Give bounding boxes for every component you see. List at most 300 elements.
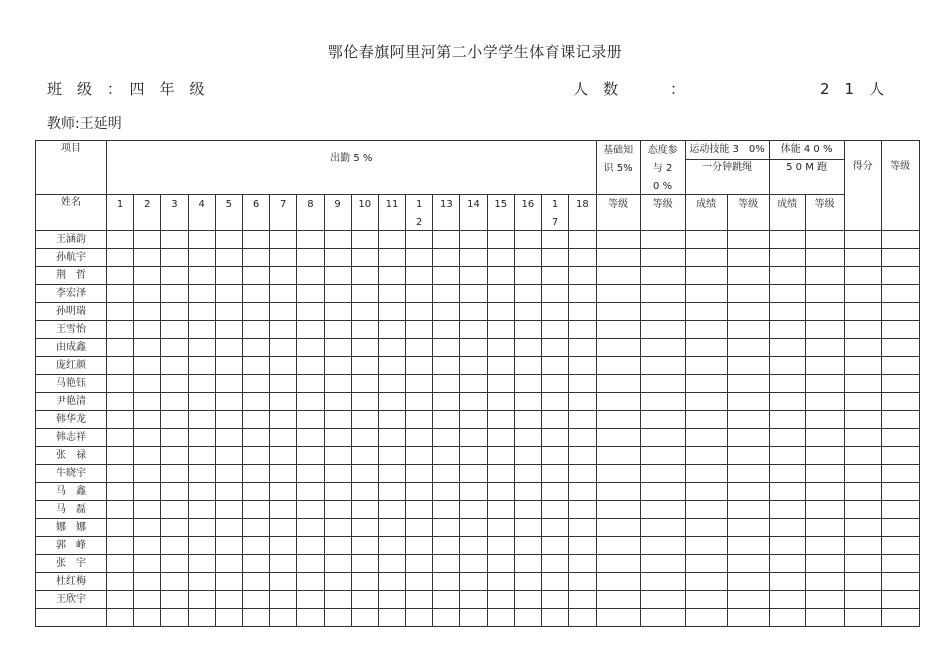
record-cell[interactable] <box>844 609 881 627</box>
record-cell[interactable] <box>215 447 242 465</box>
record-cell[interactable] <box>161 483 188 501</box>
record-cell[interactable] <box>297 573 324 591</box>
record-cell[interactable] <box>406 555 433 573</box>
record-cell[interactable] <box>844 267 881 285</box>
record-cell[interactable] <box>844 375 881 393</box>
record-cell[interactable] <box>487 483 514 501</box>
record-cell[interactable] <box>596 249 640 267</box>
record-cell[interactable] <box>188 591 215 609</box>
record-cell[interactable] <box>569 357 596 375</box>
record-cell[interactable] <box>107 303 134 321</box>
record-cell[interactable] <box>161 537 188 555</box>
record-cell[interactable] <box>542 591 569 609</box>
record-cell[interactable] <box>406 249 433 267</box>
record-cell[interactable] <box>460 285 487 303</box>
record-cell[interactable] <box>215 267 242 285</box>
record-cell[interactable] <box>324 465 351 483</box>
record-cell[interactable] <box>727 411 769 429</box>
record-cell[interactable] <box>640 591 685 609</box>
record-cell[interactable] <box>324 357 351 375</box>
record-cell[interactable] <box>487 285 514 303</box>
record-cell[interactable] <box>188 285 215 303</box>
record-cell[interactable] <box>351 339 378 357</box>
record-cell[interactable] <box>844 555 881 573</box>
record-cell[interactable] <box>351 285 378 303</box>
record-cell[interactable] <box>640 249 685 267</box>
record-cell[interactable] <box>134 447 161 465</box>
record-cell[interactable] <box>596 285 640 303</box>
record-cell[interactable] <box>881 519 919 537</box>
record-cell[interactable] <box>460 519 487 537</box>
record-cell[interactable] <box>596 609 640 627</box>
record-cell[interactable] <box>487 519 514 537</box>
record-cell[interactable] <box>215 393 242 411</box>
record-cell[interactable] <box>596 393 640 411</box>
record-cell[interactable] <box>844 447 881 465</box>
record-cell[interactable] <box>514 519 541 537</box>
record-cell[interactable] <box>569 519 596 537</box>
record-cell[interactable] <box>487 249 514 267</box>
record-cell[interactable] <box>769 249 805 267</box>
record-cell[interactable] <box>161 321 188 339</box>
record-cell[interactable] <box>107 249 134 267</box>
record-cell[interactable] <box>640 231 685 249</box>
record-cell[interactable] <box>134 555 161 573</box>
record-cell[interactable] <box>134 609 161 627</box>
record-cell[interactable] <box>324 231 351 249</box>
record-cell[interactable] <box>324 321 351 339</box>
record-cell[interactable] <box>542 339 569 357</box>
record-cell[interactable] <box>242 267 269 285</box>
record-cell[interactable] <box>487 267 514 285</box>
record-cell[interactable] <box>460 339 487 357</box>
record-cell[interactable] <box>188 501 215 519</box>
record-cell[interactable] <box>727 483 769 501</box>
record-cell[interactable] <box>433 555 460 573</box>
record-cell[interactable] <box>514 393 541 411</box>
record-cell[interactable] <box>406 501 433 519</box>
record-cell[interactable] <box>242 465 269 483</box>
record-cell[interactable] <box>433 483 460 501</box>
record-cell[interactable] <box>769 465 805 483</box>
record-cell[interactable] <box>406 411 433 429</box>
record-cell[interactable] <box>270 429 297 447</box>
record-cell[interactable] <box>596 267 640 285</box>
record-cell[interactable] <box>297 609 324 627</box>
record-cell[interactable] <box>805 375 844 393</box>
record-cell[interactable] <box>685 573 727 591</box>
record-cell[interactable] <box>569 375 596 393</box>
record-cell[interactable] <box>487 339 514 357</box>
record-cell[interactable] <box>844 573 881 591</box>
record-cell[interactable] <box>351 411 378 429</box>
record-cell[interactable] <box>378 321 405 339</box>
record-cell[interactable] <box>640 393 685 411</box>
record-cell[interactable] <box>351 249 378 267</box>
record-cell[interactable] <box>406 267 433 285</box>
record-cell[interactable] <box>844 483 881 501</box>
record-cell[interactable] <box>433 609 460 627</box>
record-cell[interactable] <box>188 267 215 285</box>
record-cell[interactable] <box>542 321 569 339</box>
record-cell[interactable] <box>881 609 919 627</box>
record-cell[interactable] <box>514 339 541 357</box>
record-cell[interactable] <box>107 537 134 555</box>
record-cell[interactable] <box>844 231 881 249</box>
record-cell[interactable] <box>685 267 727 285</box>
record-cell[interactable] <box>685 429 727 447</box>
record-cell[interactable] <box>297 393 324 411</box>
record-cell[interactable] <box>769 591 805 609</box>
record-cell[interactable] <box>805 249 844 267</box>
record-cell[interactable] <box>351 447 378 465</box>
record-cell[interactable] <box>242 447 269 465</box>
record-cell[interactable] <box>297 285 324 303</box>
record-cell[interactable] <box>727 249 769 267</box>
record-cell[interactable] <box>460 357 487 375</box>
record-cell[interactable] <box>215 555 242 573</box>
record-cell[interactable] <box>351 483 378 501</box>
record-cell[interactable] <box>596 411 640 429</box>
record-cell[interactable] <box>378 465 405 483</box>
record-cell[interactable] <box>542 393 569 411</box>
record-cell[interactable] <box>297 267 324 285</box>
record-cell[interactable] <box>881 465 919 483</box>
record-cell[interactable] <box>215 609 242 627</box>
record-cell[interactable] <box>351 393 378 411</box>
record-cell[interactable] <box>640 285 685 303</box>
record-cell[interactable] <box>324 591 351 609</box>
record-cell[interactable] <box>297 303 324 321</box>
record-cell[interactable] <box>514 573 541 591</box>
record-cell[interactable] <box>270 375 297 393</box>
record-cell[interactable] <box>542 501 569 519</box>
record-cell[interactable] <box>460 591 487 609</box>
record-cell[interactable] <box>487 429 514 447</box>
record-cell[interactable] <box>805 339 844 357</box>
record-cell[interactable] <box>685 285 727 303</box>
record-cell[interactable] <box>134 303 161 321</box>
record-cell[interactable] <box>514 249 541 267</box>
record-cell[interactable] <box>270 537 297 555</box>
record-cell[interactable] <box>727 555 769 573</box>
record-cell[interactable] <box>188 303 215 321</box>
record-cell[interactable] <box>487 393 514 411</box>
record-cell[interactable] <box>378 231 405 249</box>
record-cell[interactable] <box>134 249 161 267</box>
record-cell[interactable] <box>378 411 405 429</box>
record-cell[interactable] <box>542 465 569 483</box>
record-cell[interactable] <box>297 375 324 393</box>
record-cell[interactable] <box>805 267 844 285</box>
record-cell[interactable] <box>685 321 727 339</box>
record-cell[interactable] <box>242 537 269 555</box>
record-cell[interactable] <box>107 519 134 537</box>
record-cell[interactable] <box>297 447 324 465</box>
record-cell[interactable] <box>640 483 685 501</box>
record-cell[interactable] <box>881 231 919 249</box>
record-cell[interactable] <box>844 429 881 447</box>
record-cell[interactable] <box>685 609 727 627</box>
record-cell[interactable] <box>324 609 351 627</box>
record-cell[interactable] <box>685 465 727 483</box>
record-cell[interactable] <box>514 303 541 321</box>
record-cell[interactable] <box>487 537 514 555</box>
record-cell[interactable] <box>107 555 134 573</box>
record-cell[interactable] <box>270 483 297 501</box>
record-cell[interactable] <box>685 231 727 249</box>
record-cell[interactable] <box>134 321 161 339</box>
record-cell[interactable] <box>844 591 881 609</box>
record-cell[interactable] <box>215 411 242 429</box>
record-cell[interactable] <box>844 501 881 519</box>
record-cell[interactable] <box>107 465 134 483</box>
record-cell[interactable] <box>297 591 324 609</box>
record-cell[interactable] <box>161 591 188 609</box>
record-cell[interactable] <box>514 483 541 501</box>
record-cell[interactable] <box>769 483 805 501</box>
record-cell[interactable] <box>188 375 215 393</box>
record-cell[interactable] <box>270 231 297 249</box>
record-cell[interactable] <box>134 285 161 303</box>
record-cell[interactable] <box>685 375 727 393</box>
record-cell[interactable] <box>727 321 769 339</box>
record-cell[interactable] <box>107 573 134 591</box>
record-cell[interactable] <box>242 393 269 411</box>
record-cell[interactable] <box>188 447 215 465</box>
record-cell[interactable] <box>351 429 378 447</box>
record-cell[interactable] <box>270 519 297 537</box>
record-cell[interactable] <box>297 249 324 267</box>
record-cell[interactable] <box>685 591 727 609</box>
record-cell[interactable] <box>805 501 844 519</box>
record-cell[interactable] <box>297 555 324 573</box>
record-cell[interactable] <box>881 537 919 555</box>
record-cell[interactable] <box>215 501 242 519</box>
record-cell[interactable] <box>805 609 844 627</box>
record-cell[interactable] <box>487 591 514 609</box>
record-cell[interactable] <box>188 231 215 249</box>
record-cell[interactable] <box>161 501 188 519</box>
record-cell[interactable] <box>134 537 161 555</box>
record-cell[interactable] <box>727 357 769 375</box>
record-cell[interactable] <box>324 249 351 267</box>
record-cell[interactable] <box>514 537 541 555</box>
record-cell[interactable] <box>161 519 188 537</box>
record-cell[interactable] <box>727 519 769 537</box>
record-cell[interactable] <box>406 303 433 321</box>
record-cell[interactable] <box>805 555 844 573</box>
record-cell[interactable] <box>107 447 134 465</box>
record-cell[interactable] <box>351 501 378 519</box>
record-cell[interactable] <box>324 537 351 555</box>
record-cell[interactable] <box>881 411 919 429</box>
record-cell[interactable] <box>596 573 640 591</box>
record-cell[interactable] <box>844 339 881 357</box>
record-cell[interactable] <box>378 357 405 375</box>
record-cell[interactable] <box>270 411 297 429</box>
record-cell[interactable] <box>107 321 134 339</box>
record-cell[interactable] <box>134 375 161 393</box>
record-cell[interactable] <box>844 393 881 411</box>
record-cell[interactable] <box>640 501 685 519</box>
record-cell[interactable] <box>215 483 242 501</box>
record-cell[interactable] <box>406 519 433 537</box>
record-cell[interactable] <box>805 303 844 321</box>
record-cell[interactable] <box>769 285 805 303</box>
record-cell[interactable] <box>542 537 569 555</box>
record-cell[interactable] <box>324 375 351 393</box>
record-cell[interactable] <box>378 375 405 393</box>
record-cell[interactable] <box>569 321 596 339</box>
record-cell[interactable] <box>297 411 324 429</box>
record-cell[interactable] <box>433 447 460 465</box>
record-cell[interactable] <box>769 339 805 357</box>
record-cell[interactable] <box>378 429 405 447</box>
record-cell[interactable] <box>433 393 460 411</box>
record-cell[interactable] <box>242 519 269 537</box>
record-cell[interactable] <box>378 609 405 627</box>
record-cell[interactable] <box>596 447 640 465</box>
record-cell[interactable] <box>161 285 188 303</box>
record-cell[interactable] <box>569 429 596 447</box>
record-cell[interactable] <box>727 375 769 393</box>
record-cell[interactable] <box>188 519 215 537</box>
record-cell[interactable] <box>805 429 844 447</box>
record-cell[interactable] <box>270 249 297 267</box>
record-cell[interactable] <box>685 339 727 357</box>
record-cell[interactable] <box>161 303 188 321</box>
record-cell[interactable] <box>542 429 569 447</box>
record-cell[interactable] <box>324 267 351 285</box>
record-cell[interactable] <box>242 321 269 339</box>
record-cell[interactable] <box>640 465 685 483</box>
record-cell[interactable] <box>161 573 188 591</box>
record-cell[interactable] <box>161 555 188 573</box>
record-cell[interactable] <box>107 267 134 285</box>
record-cell[interactable] <box>406 465 433 483</box>
record-cell[interactable] <box>596 501 640 519</box>
record-cell[interactable] <box>727 267 769 285</box>
record-cell[interactable] <box>805 591 844 609</box>
record-cell[interactable] <box>487 357 514 375</box>
record-cell[interactable] <box>569 609 596 627</box>
record-cell[interactable] <box>514 321 541 339</box>
record-cell[interactable] <box>640 537 685 555</box>
record-cell[interactable] <box>569 411 596 429</box>
record-cell[interactable] <box>406 339 433 357</box>
record-cell[interactable] <box>514 465 541 483</box>
record-cell[interactable] <box>487 555 514 573</box>
record-cell[interactable] <box>487 231 514 249</box>
record-cell[interactable] <box>769 573 805 591</box>
record-cell[interactable] <box>188 573 215 591</box>
record-cell[interactable] <box>685 411 727 429</box>
record-cell[interactable] <box>460 501 487 519</box>
record-cell[interactable] <box>433 411 460 429</box>
record-cell[interactable] <box>406 447 433 465</box>
record-cell[interactable] <box>542 285 569 303</box>
record-cell[interactable] <box>460 555 487 573</box>
record-cell[interactable] <box>769 375 805 393</box>
record-cell[interactable] <box>640 339 685 357</box>
record-cell[interactable] <box>460 375 487 393</box>
record-cell[interactable] <box>351 465 378 483</box>
record-cell[interactable] <box>487 411 514 429</box>
record-cell[interactable] <box>805 465 844 483</box>
record-cell[interactable] <box>640 555 685 573</box>
record-cell[interactable] <box>242 303 269 321</box>
record-cell[interactable] <box>215 573 242 591</box>
record-cell[interactable] <box>242 501 269 519</box>
record-cell[interactable] <box>161 609 188 627</box>
record-cell[interactable] <box>215 303 242 321</box>
record-cell[interactable] <box>542 249 569 267</box>
record-cell[interactable] <box>569 447 596 465</box>
record-cell[interactable] <box>406 483 433 501</box>
record-cell[interactable] <box>270 339 297 357</box>
record-cell[interactable] <box>881 573 919 591</box>
record-cell[interactable] <box>514 555 541 573</box>
record-cell[interactable] <box>460 321 487 339</box>
record-cell[interactable] <box>270 285 297 303</box>
record-cell[interactable] <box>596 465 640 483</box>
record-cell[interactable] <box>844 537 881 555</box>
record-cell[interactable] <box>514 285 541 303</box>
record-cell[interactable] <box>685 249 727 267</box>
record-cell[interactable] <box>188 393 215 411</box>
record-cell[interactable] <box>640 609 685 627</box>
record-cell[interactable] <box>270 465 297 483</box>
record-cell[interactable] <box>215 231 242 249</box>
record-cell[interactable] <box>569 555 596 573</box>
record-cell[interactable] <box>460 303 487 321</box>
record-cell[interactable] <box>297 483 324 501</box>
record-cell[interactable] <box>406 609 433 627</box>
record-cell[interactable] <box>460 483 487 501</box>
record-cell[interactable] <box>727 285 769 303</box>
record-cell[interactable] <box>242 375 269 393</box>
record-cell[interactable] <box>351 321 378 339</box>
record-cell[interactable] <box>460 249 487 267</box>
record-cell[interactable] <box>569 339 596 357</box>
record-cell[interactable] <box>270 501 297 519</box>
record-cell[interactable] <box>215 339 242 357</box>
record-cell[interactable] <box>242 573 269 591</box>
record-cell[interactable] <box>297 321 324 339</box>
record-cell[interactable] <box>378 555 405 573</box>
record-cell[interactable] <box>487 303 514 321</box>
record-cell[interactable] <box>727 339 769 357</box>
record-cell[interactable] <box>727 447 769 465</box>
record-cell[interactable] <box>844 285 881 303</box>
record-cell[interactable] <box>685 357 727 375</box>
record-cell[interactable] <box>596 537 640 555</box>
record-cell[interactable] <box>569 393 596 411</box>
record-cell[interactable] <box>596 231 640 249</box>
record-cell[interactable] <box>881 321 919 339</box>
record-cell[interactable] <box>433 339 460 357</box>
record-cell[interactable] <box>107 231 134 249</box>
record-cell[interactable] <box>107 501 134 519</box>
record-cell[interactable] <box>881 339 919 357</box>
record-cell[interactable] <box>161 249 188 267</box>
record-cell[interactable] <box>161 429 188 447</box>
record-cell[interactable] <box>844 321 881 339</box>
record-cell[interactable] <box>188 429 215 447</box>
record-cell[interactable] <box>242 231 269 249</box>
record-cell[interactable] <box>487 321 514 339</box>
